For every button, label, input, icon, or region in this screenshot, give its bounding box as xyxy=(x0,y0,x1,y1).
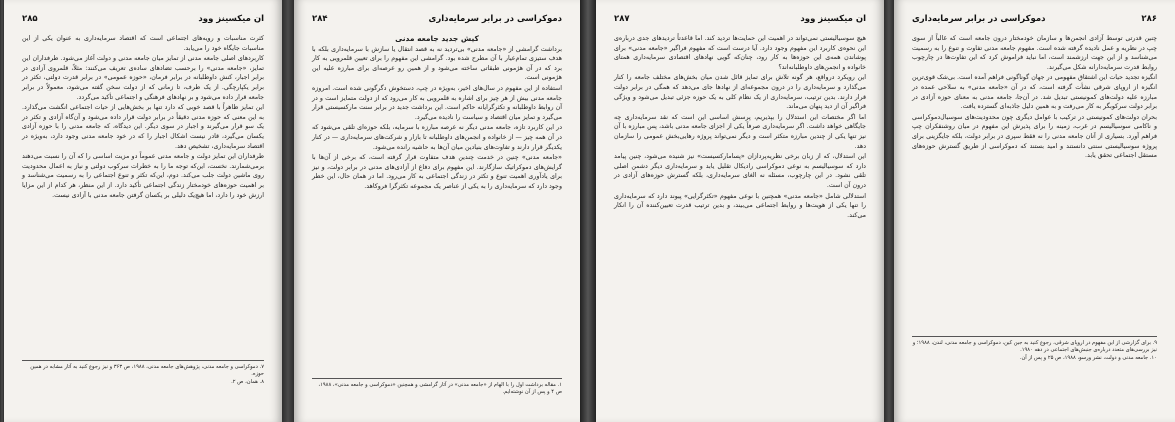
running-header xyxy=(614,12,866,26)
page-number: ۲۸۷ xyxy=(614,14,630,24)
running-header xyxy=(912,12,1157,26)
paragraph: هیچ سوسیالیستی نمی‌تواند در اهمیت این حمایت‌ها تردید کند. اما قاعدتاً تردیدهای جدی درباره‌ی این نحوه‌ی کاربرد این مفهوم وجود دارد. آیا درست است که مفهوم فراگیر «جامعه مدنی» برای پوشاندن همه‌ی این حوزه‌ها به کار رود، چنان‌که گویی نهادهای اقتصادی سرمایه‌داری همتای خانواده و انجمن‌های داوطلبانه‌اند؟ xyxy=(614,35,866,71)
running-header xyxy=(312,12,562,26)
footnote: ۷. دموکراسی و جامعه مدنی، پژوهش‌های جامعه مدنی، ۱۹۸۸، ص ۳۶۳ و نیز رجوع کنید به آثار مشابه در همین حوزه. xyxy=(30,364,264,378)
footnotes xyxy=(312,378,562,397)
page-285 xyxy=(4,0,282,422)
page-number: ۲۸۴ xyxy=(312,14,328,24)
running-header-title: ان میکسینز وود xyxy=(198,14,264,24)
footnote: ۹. برای گزارشی از این مفهوم در اروپای شرقی، رجوع کنید به جین کین، دموکراسی و جامعه مدنی، لندن، ۱۹۸۸؛ و نیز بررسی‌های متعدد درباره‌ی جنبش‌های اجتماعی در دهه ۱۹۸۰. xyxy=(912,340,1157,354)
page-number: ۲۸۵ xyxy=(22,14,38,24)
paragraph: چنین قدرتی توسط آزادی انجمن‌ها و سازمان خودمختار درون جامعه است که غالباً از سوی چپ در نظریه و عمل نادیده گرفته شده است. مفهوم جامعه مدنی تفاوت و تنوع را به رسمیت می‌شناسد و از این جهت ارزشمند است، اما نباید فراموش کرد که این تفاوت‌ها در چارچوب روابط قدرت سرمایه‌دارانه شکل می‌گیرند. xyxy=(912,35,1157,71)
footnote: ۱. مقاله برداشت اول را با الهام از «جامعه مدنی» در آثار گرامشی و همچنین «دموکراسی و جامعه مدنی»، ۱۹۸۸، ص ۴ و پس از آن نوشته‌ایم. xyxy=(318,382,562,396)
paragraph: استفاده از این مفهوم در سال‌های اخیر، به‌ویژه در چپ، دستخوش دگرگونی شده است. امروزه جامعه مدنی بیش از هر چیز برای اشاره به قلمرویی به کار می‌رود که از دولت متمایز است و در آن روابط داوطلبانه و تکثرگرایانه حاکم است. این برداشت جدید در برابر سنت مارکسیستی قرار می‌گیرد و تمایز میان اقتصاد و سیاست را نادیده می‌گیرد. xyxy=(312,84,562,121)
paragraph: کاربردهای اصلی جامعه مدنی از تمایز میان جامعه مدنی و دولت آغاز می‌شود. طرفداران این تمایز، «جامعه مدنی» را برحسب تضادهای ساده‌ی تعریف می‌کنند: مثلاً، قلمروی آزادی در برابر اجبار، کنش داوطلبانه در برابر فرمان، «حوزه عمومی» در برابر قدرت دولتی، تکثر در برابر یکپارچگی. از یک طرف، تا زمانی که از دولت سخن گفته می‌شود، معمولاً در برابر جامعه قرار داده می‌شود و بر نهادهای فرهنگی و اجتماعی تأکید می‌گردد. xyxy=(22,55,264,101)
paragraph: این تمایز ظاهراً با قصد خوبی که دارد تنها بر بخش‌هایی از حیات اجتماعی انگشت می‌گذارد. به این معنی که حوزه مدنی دقیقاً در برابر دولت قرار داده می‌شود و آن‌گاه آزادی و تکثر در یک سو قرار می‌گیرند و اجبار در سوی دیگر. این دیدگاه، که جامعه مدنی را با حوزه آزادی یکسان می‌گیرد، قادر نیست اشکال اجبار را که در خود جامعه مدنی وجود دارد، به‌ویژه در اقتصاد سرمایه‌داری، تشخیص دهد. xyxy=(22,104,264,150)
page-body-text xyxy=(614,34,866,221)
page-body-text xyxy=(912,34,1157,162)
paragraph: بحران دولت‌های کمونیستی در ترکیب با عوامل دیگری چون محدودیت‌های سوسیال‌دموکراسی و ناکامی سوسیالیسم در غرب، زمینه را برای پذیرش این مفهوم در میان روشنفکران چپ فراهم آورد. بسیاری از آنان جامعه مدنی را نه فقط سپری در برابر دولت، بلکه جایگزینی برای پروژه سوسیالیستی سنتی دانستند و امید بستند که دموکراسی از طریق گسترش حوزه‌های مستقل اجتماعی تحقق یابد. xyxy=(912,113,1157,160)
running-header xyxy=(22,12,264,26)
page-body-text xyxy=(312,34,562,193)
paragraph: این استدلال، که از زبان برخی نظریه‌پردازان «پسامارکسیست» نیز شنیده می‌شود، چنین پیامد دارد که سوسیالیسم به نوعی دموکراسی رادیکال تقلیل یابد و سرمایه‌داری دیگر دشمن اصلی تلقی نشود. در این چارچوب، مسئله نه الغای سرمایه‌داری، بلکه گسترش حوزه‌های آزادی در درون آن است. xyxy=(614,153,866,189)
page-287 xyxy=(596,0,884,422)
footnote: ۱۰. جامعه مدنی و دولت، نشر ورسو، ۱۹۸۸، ص ۲۵ و پس از آن. xyxy=(1019,354,1157,361)
paragraph: این رویکرد درواقع، هر گونه تلاش برای تمایز قائل شدن میان بخش‌های مختلف جامعه را کنار می‌گذارد و سرمایه‌داری را در درون مجموعه‌ای از نهادها جای می‌دهد که همگی در برابر دولت قرار دارند. بدین ترتیب، سرمایه‌داری از یک نظام کلی به یک حوزه جزئی تبدیل می‌شود و ویژگی فراگیر آن از دید پنهان می‌ماند. xyxy=(614,74,866,111)
paragraph: طرفداران این تمایز دولت و جامعه مدنی عموماً دو مزیت اساسی را که آن را نسبت می‌دهند برمی‌شمارند. نخست، این‌که توجه ما را به خطرات سرکوب دولتی و نیاز به اعمال محدودیت روی ماشین دولت جلب می‌کند. دوم، این‌که تکثر و تنوع اجتماعی را به رسمیت می‌شناسد و بر اهمیت حوزه‌های خودمختار زندگی اجتماعی تأکید دارد. از این منظر، هر کدام از این مزایا ارزش خود را دارد، اما هیچ‌یک دلیلی بر یکسان گرفتن جامعه مدنی با آزادی نیست. xyxy=(22,153,264,199)
paragraph: استدلالی شامل «جامعه مدنی» همچنین با نوعی مفهوم «تکثرگرایی» پیوند دارد که سرمایه‌داری را تنها یکی از هویت‌ها و روابط اجتماعی می‌بیند، و بدین ترتیب قدرت تعیین‌کننده آن را انکار می‌کند. xyxy=(614,192,866,219)
footnote: ۸. همان، ص ۲. xyxy=(231,378,264,385)
page-number: ۲۸۶ xyxy=(1141,14,1157,24)
running-header-title: ان میکسینز وود xyxy=(800,14,866,24)
footnotes xyxy=(22,360,264,386)
paragraph: «جامعه مدنی» چنین در خدمت چندین هدف متفاوت قرار گرفته است، که برخی از آن‌ها با گرایش‌های دموکراتیک سازگارند. این مفهوم برای دفاع از آزادی‌های مدنی در برابر دولت، و نیز برای یادآوری اهمیت تنوع و تکثر در زندگی اجتماعی به کار می‌رود. اما در همان حال، این خطر وجود دارد که سرمایه‌داری را به یکی از عناصر یک مجموعه تکثرگرا فروکاهد. xyxy=(312,154,562,190)
footnotes xyxy=(912,336,1157,362)
running-header-title: دموکراسی در برابر سرمایه‌داری xyxy=(428,14,562,24)
page-body-text xyxy=(22,34,264,201)
paragraph: اما اگر مختصات این استدلال را بپذیریم، پرسش اساسی این است که نقد سرمایه‌داری چه جایگاهی خواهد داشت. اگر سرمایه‌داری صرفاً یکی از اجزای جامعه مدنی باشد، پس مبارزه با آن نیز تنها یکی از چندین مبارزه متکثر است و دیگر نمی‌تواند پروژه رهایی‌بخش عمومی را سازمان دهد. xyxy=(614,113,866,150)
paragraph: در این کاربرد تازه، جامعه مدنی دیگر نه عرصه مبارزه با سرمایه، بلکه حوزه‌ای تلقی می‌شود که در آن همه چیز — از خانواده و انجمن‌های داوطلبانه تا بازار و شرکت‌های سرمایه‌داری — در کنار یکدیگر قرار دارند و تفاوت‌های بنیادین میان آن‌ها به حاشیه رانده می‌شود. xyxy=(312,124,562,151)
paragraph: کثرت مناسبات و رویه‌های اجتماعی است که اقتصاد سرمایه‌داری به عنوان یکی از این مناسبات جایگاه خود را می‌یابد. xyxy=(22,35,264,52)
section-heading: کیش جدید جامعه مدنی xyxy=(395,34,479,43)
paragraph: انگیزه تجدید حیات این اشتقاق مفهومی در جهان گوناگونی فراهم آمده است. بی‌شک قوی‌ترین انگیزه از اروپای شرقی نشأت گرفته است، که در آن «جامعه مدنی» به سلاحی عمده در مبارزه علیه دولت‌های کمونیستی تبدیل شد. در آن‌جا، جامعه مدنی به معنای حوزه آزادی در برابر دولت سرکوبگر به کار می‌رفت و به همین دلیل جاذبه‌ای گسترده یافت. xyxy=(912,74,1157,111)
running-header-title: دموکراسی در برابر سرمایه‌داری xyxy=(912,14,1046,24)
book-gutter-spread xyxy=(580,0,596,422)
page-286 xyxy=(894,0,1175,422)
book-gutter-center-left xyxy=(282,0,294,422)
book-gutter-center-right xyxy=(884,0,894,422)
page-284 xyxy=(294,0,580,422)
paragraph: برداشت گرامشی از «جامعه مدنی» بی‌تردید نه به قصد انتقال یا سازش با سرمایه‌داری بلکه با هدف ستیزی تمام‌عیار با آن مطرح شده بود. گرامشی این مفهوم را برای تعیین قلمرویی به کار برد که در آن هژمونی طبقاتی ساخته می‌شود و از همین رو عرصه‌ای برای مبارزه علیه این هژمونی است. xyxy=(312,45,562,82)
